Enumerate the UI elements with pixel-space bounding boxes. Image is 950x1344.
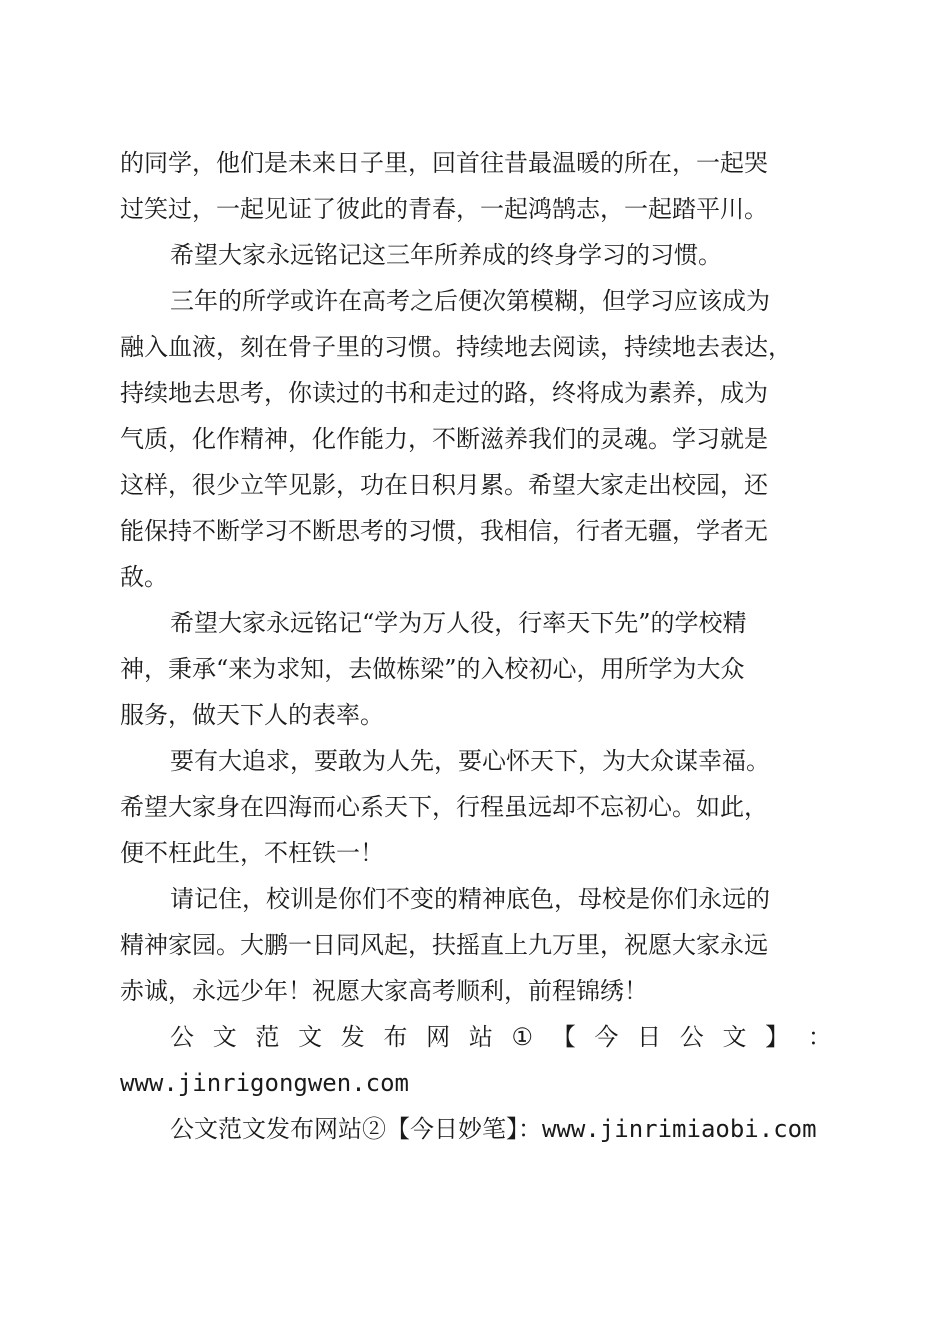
site-1-label-char: 范 <box>255 1023 280 1051</box>
site-1-label-char: 发 <box>340 1023 365 1051</box>
site-1-label-char: 文 <box>722 1023 747 1051</box>
site-1-label-char: 站 <box>468 1023 493 1051</box>
site-1-label-char: 今 <box>594 1023 619 1051</box>
site-1-label-char: 】 <box>765 1023 790 1051</box>
footer-site-1 <box>120 1014 832 1106</box>
text-line: 要有大追求，要敢为人先，要心怀天下，为大众谋幸福。 <box>170 747 770 775</box>
text-line: 希望大家永远铭记这三年所养成的终身学习的习惯。 <box>170 241 722 269</box>
site-1-label <box>120 1014 832 1060</box>
site-1-label-char: 日 <box>637 1023 662 1051</box>
text-line: 服务，做天下人的表率。 <box>120 701 384 729</box>
site-2-label: 公文范文发布网站②【今日妙笔】： <box>170 1115 542 1143</box>
paragraph <box>120 738 832 876</box>
text-line: 希望大家身在四海而心系天下，行程虽远却不忘初心。如此， <box>120 793 768 821</box>
paragraph <box>120 600 832 738</box>
text-line: 气质，化作精神，化作能力，不断滋养我们的灵魂。学习就是 <box>120 425 768 453</box>
paragraph <box>120 232 832 278</box>
site-1-label-char: 文 <box>212 1023 237 1051</box>
document-body <box>120 140 832 1152</box>
paragraph <box>120 278 832 600</box>
site-1-label-char: 文 <box>298 1023 323 1051</box>
text-line: 希望大家永远铭记“学为万人役，行率天下先”的学校精 <box>170 609 747 637</box>
text-line: 赤诚，永远少年！祝愿大家高考顺利，前程锦绣！ <box>120 977 648 1005</box>
text-line: 敌。 <box>120 563 168 591</box>
text-line: 请记住，校训是你们不变的精神底色，母校是你们永远的 <box>170 885 770 913</box>
text-line: 过笑过，一起见证了彼此的青春，一起鸿鹄志，一起踏平川。 <box>120 195 768 223</box>
site-1-label-char: 【 <box>551 1023 576 1051</box>
text-line: 持续地去思考，你读过的书和走过的路，终将成为素养，成为 <box>120 379 768 407</box>
text-line: 精神家园。大鹏一日同风起，扶摇直上九万里，祝愿大家永远 <box>120 931 768 959</box>
paragraph <box>120 876 832 1014</box>
text-line: 神，秉承“来为求知，去做栋梁”的入校初心，用所学为大众 <box>120 655 745 683</box>
site-1-label-char: 布 <box>383 1023 408 1051</box>
site-1-label-char: 公 <box>679 1023 704 1051</box>
text-line: 便不枉此生，不枉铁一！ <box>120 839 384 867</box>
site-1-label-char: 公 <box>170 1023 194 1051</box>
site-2-line <box>120 1106 832 1152</box>
site-1-label-char: 网 <box>426 1023 451 1051</box>
paragraph <box>120 140 832 232</box>
text-line: 这样，很少立竿见影，功在日积月累。希望大家走出校园，还 <box>120 471 768 499</box>
site-1-label-char: ① <box>511 1023 534 1051</box>
footer-site-2 <box>120 1106 832 1152</box>
site-2-url[interactable]: www.jinrimiaobi.com <box>542 1115 817 1143</box>
text-line: 三年的所学或许在高考之后便次第模糊，但学习应该成为 <box>170 287 770 315</box>
text-line: 能保持不断学习不断思考的习惯，我相信，行者无疆，学者无 <box>120 517 768 545</box>
site-1-url[interactable]: www.jinrigongwen.com <box>120 1069 409 1097</box>
text-line: 融入血液，刻在骨子里的习惯。持续地去阅读，持续地去表达， <box>120 333 792 361</box>
text-line: 的同学，他们是未来日子里，回首往昔最温暖的所在，一起哭 <box>120 149 768 177</box>
site-1-label-char: ： <box>807 1023 832 1051</box>
